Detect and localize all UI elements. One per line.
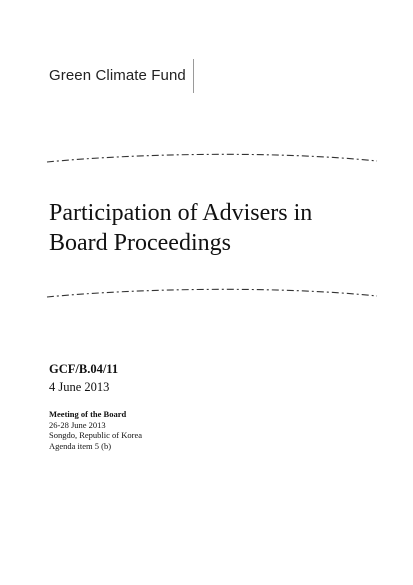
document-code: GCF/B.04/11 [49,362,119,376]
bottom-wave-divider [0,286,413,300]
document-title [49,198,379,258]
document-date: 4 June 2013 [49,380,110,394]
meeting-dates: 26-28 June 2013 [49,419,106,430]
brand-divider [193,59,194,93]
top-wave-divider [0,151,413,165]
title-line-2: Board Proceedings [49,230,231,256]
meeting-location: Songdo, Republic of Korea [49,430,143,440]
title-line-1: Participation of Advisers in [49,200,313,226]
meeting-label: Meeting of the Board [49,409,127,419]
brand-name: Green Climate Fund [49,67,186,84]
agenda-item: Agenda item 5 (b) [49,440,112,451]
meeting-info [49,409,142,451]
